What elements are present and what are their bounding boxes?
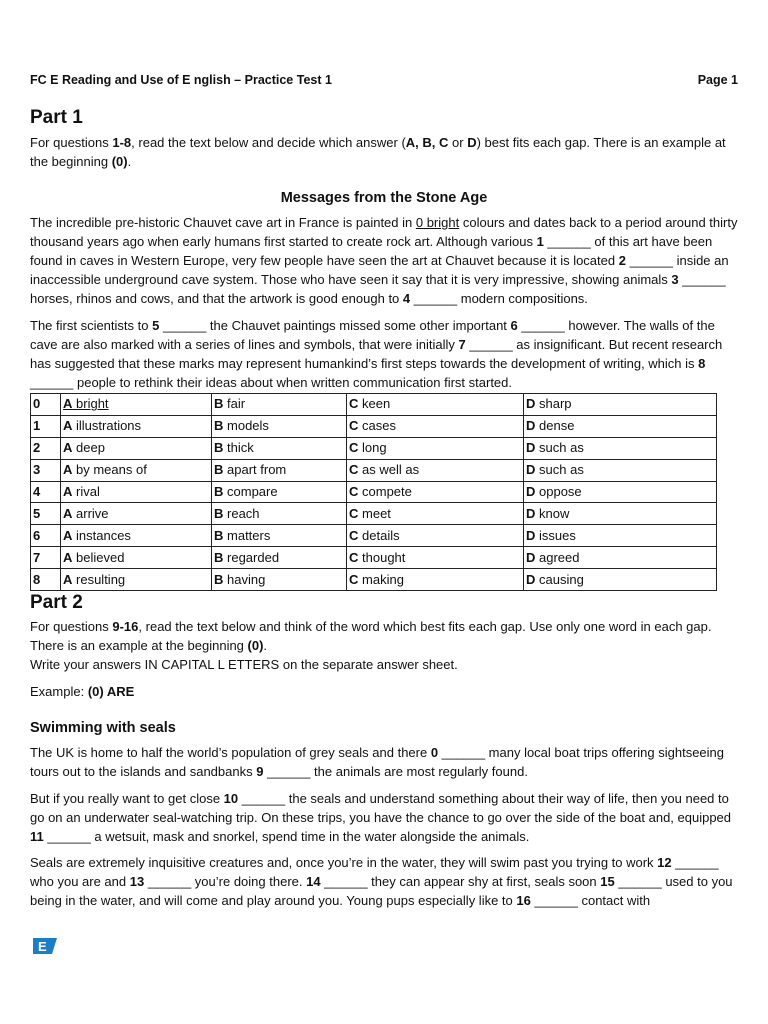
option-d (524, 459, 717, 481)
option-c (347, 394, 524, 416)
option-letter: B (214, 418, 224, 434)
option-letter: D (526, 462, 536, 478)
option-a (61, 394, 212, 416)
option-text: fair (227, 396, 246, 412)
option-text: such as (539, 462, 584, 478)
question-number: 1 (31, 415, 61, 437)
question-number: 3 (31, 459, 61, 481)
option-b (212, 569, 347, 591)
option-c (347, 503, 524, 525)
question-number: 7 (31, 547, 61, 569)
part1-paragraph-2: The first scientists to 5 ______ the Chauvet paintings missed some other important 6 ______ however. The walls of the cave are also marked with a series of lines and symbols, that were initially 7 ______ as insignificant. But recent research has suggested that these marks may represent humankind’s first steps towards the development of writing, which is 8 ______ people to rethink their ideas about when written communication first started. (30, 318, 723, 390)
option-letter: C (349, 505, 359, 521)
question-number: 2 (31, 437, 61, 459)
option-text: dense (539, 418, 575, 434)
page-number: Page 1 (697, 73, 738, 87)
option-text: such as (539, 440, 584, 456)
option-c (347, 547, 524, 569)
option-letter: A (63, 484, 73, 499)
option-text: keen (362, 396, 391, 412)
question-number: 0 (31, 394, 61, 416)
option-b (212, 503, 347, 525)
option-letter: D (526, 549, 536, 565)
option-d (524, 525, 717, 547)
option-letter: C (349, 440, 359, 456)
option-letter: B (214, 484, 224, 499)
part2-text-title: Swimming with seals (30, 720, 176, 736)
option-text: models (227, 418, 269, 434)
logo-letter: E (38, 939, 47, 954)
e-logo-icon (33, 938, 57, 954)
option-letter: A (63, 396, 73, 412)
option-text: deep (76, 440, 105, 456)
option-c (347, 525, 524, 547)
option-text: long (362, 440, 387, 456)
example-answer (63, 396, 109, 411)
option-letter: B (214, 527, 224, 543)
option-c (347, 415, 524, 437)
option-b (212, 459, 347, 481)
option-a (61, 459, 212, 481)
option-letter: D (526, 418, 536, 434)
table-row (31, 437, 717, 459)
option-text: as well as (362, 462, 420, 478)
option-text: apart from (227, 462, 287, 478)
option-text: matters (227, 527, 271, 543)
question-number: 5 (31, 503, 61, 525)
option-letter: C (349, 396, 359, 412)
option-letter: A (63, 462, 73, 478)
option-d (524, 437, 717, 459)
answer-options-table (30, 393, 717, 591)
part2-example: Example: (0) ARE (30, 684, 135, 699)
option-text: causing (539, 571, 584, 587)
option-a (61, 525, 212, 547)
part2-paragraph-3: Seals are extremely inquisitive creatures and, once you’re in the water, they will swim past you trying to work 12 ______ who you are and 13 ______ you’re doing there. 14 ______ they can appear shy at first, seals soon 15 ______ used to you being in the water, and will come and play around you. Young pups especially like to 16 ______ contact with (30, 855, 733, 908)
part2-instructions: For questions 9-16, read the text below and think of the word which best fits each gap. Use only one word in each gap. There is an example at the beginning (0). Write your answers IN CAPITAL L ETTERS on the separate answer sheet. (30, 619, 712, 672)
option-text: instances (76, 527, 131, 543)
option-text: believed (76, 549, 125, 565)
option-b (212, 525, 347, 547)
option-letter: A (63, 527, 73, 543)
option-b (212, 437, 347, 459)
option-d (524, 547, 717, 569)
option-a (61, 415, 212, 437)
document-page (30, 0, 738, 1024)
option-text: thought (362, 549, 406, 565)
option-d (524, 394, 717, 416)
option-text: rival (76, 484, 100, 499)
option-letter: A (63, 440, 73, 456)
option-letter: B (214, 549, 224, 565)
table-row (31, 459, 717, 481)
option-letter: B (214, 571, 224, 587)
option-b (212, 415, 347, 437)
option-text: having (227, 571, 266, 587)
option-a (61, 547, 212, 569)
option-text: sharp (539, 396, 572, 412)
table-row (31, 525, 717, 547)
option-letter: A (63, 418, 73, 434)
option-d (524, 569, 717, 591)
option-text: arrive (76, 505, 109, 521)
table-row (31, 503, 717, 525)
option-b (212, 547, 347, 569)
option-a (61, 569, 212, 591)
option-text: making (362, 571, 404, 587)
option-letter: D (526, 505, 536, 521)
option-c (347, 481, 524, 503)
option-text: thick (227, 440, 254, 456)
option-letter: C (349, 462, 359, 478)
option-letter: C (349, 571, 359, 587)
option-a (61, 503, 212, 525)
option-b (212, 394, 347, 416)
option-a (61, 437, 212, 459)
option-letter: D (526, 484, 536, 499)
option-text: cases (362, 418, 396, 434)
option-text: resulting (76, 571, 126, 587)
header-title: FC E Reading and Use of E nglish – Practice Test 1 (30, 73, 332, 87)
table-row (31, 569, 717, 591)
option-letter: A (63, 549, 73, 565)
question-number: 4 (31, 481, 61, 503)
option-c (347, 437, 524, 459)
table-row (31, 394, 717, 416)
option-a (61, 481, 212, 503)
option-letter: B (214, 440, 224, 456)
option-letter: C (349, 527, 359, 543)
option-text: know (539, 505, 570, 521)
option-text: meet (362, 505, 391, 521)
option-text: issues (539, 527, 576, 543)
question-number: 6 (31, 525, 61, 547)
option-d (524, 503, 717, 525)
option-b (212, 481, 347, 503)
option-text: illustrations (76, 418, 142, 434)
option-letter: B (214, 505, 224, 521)
option-letter: B (214, 462, 224, 478)
option-letter: D (526, 396, 536, 412)
option-d (524, 415, 717, 437)
option-letter: A (63, 505, 73, 521)
question-number: 8 (31, 569, 61, 591)
option-text: details (362, 527, 400, 543)
option-letter: C (349, 484, 359, 499)
option-letter: D (526, 527, 536, 543)
option-text: oppose (539, 484, 582, 499)
page-header (30, 73, 738, 91)
option-letter: B (214, 396, 224, 412)
option-text: agreed (539, 549, 580, 565)
part2-paragraph-1: The UK is home to half the world’s population of grey seals and there 0 ______ many local boat trips offering sightseeing tours out to the islands and sandbanks 9 ______ the animals are most regularly found. (30, 745, 725, 779)
option-c (347, 459, 524, 481)
part2-heading: Part 2 (30, 592, 83, 613)
option-letter: C (349, 549, 359, 565)
option-text: compete (362, 484, 412, 499)
option-c (347, 569, 524, 591)
option-text: compare (227, 484, 278, 499)
part2-paragraph-2: But if you really want to get close 10 ______ the seals and understand something about their way of life, then you need to go on an underwater seal-watching trip. On these trips, you have the chance to go over the side of the boat and, equipped 11 ______ a wetsuit, mask and snorkel, spend time in the water alongside the animals. (30, 791, 732, 844)
part1-text-title: Messages from the Stone Age (280, 190, 488, 206)
option-text: regarded (227, 549, 280, 565)
table-row (31, 415, 717, 437)
table-row (31, 481, 717, 503)
option-letter: D (526, 571, 536, 587)
option-text: by means of (76, 462, 147, 478)
part1-heading: Part 1 (30, 107, 83, 128)
option-text: reach (227, 505, 260, 521)
option-letter: C (349, 418, 359, 434)
part1-paragraph-1: The incredible pre-historic Chauvet cave art in France is painted in 0 bright colours and dates back to a period around thirty thousand years ago when early humans first started to create rock art. Although various 1 ______ of this art have been found in caves in Western Europe, very few people have seen the art at Chauvet because it is located 2 ______ inside an inaccessible underground cave system. Those who have seen it say that it is very impressive, showing animals 3 ______ horses, rhinos and cows, and that the artwork is good enough to 4 ______ modern compositions. (30, 215, 738, 306)
option-letter: A (63, 571, 73, 587)
option-d (524, 481, 717, 503)
option-text: bright (76, 396, 109, 412)
table-row (31, 547, 717, 569)
option-letter: D (526, 440, 536, 456)
part1-instructions: For questions 1-8, read the text below and decide which answer (A, B, C or D) best fits each gap. There is an example at the beginning (0). (30, 135, 726, 169)
